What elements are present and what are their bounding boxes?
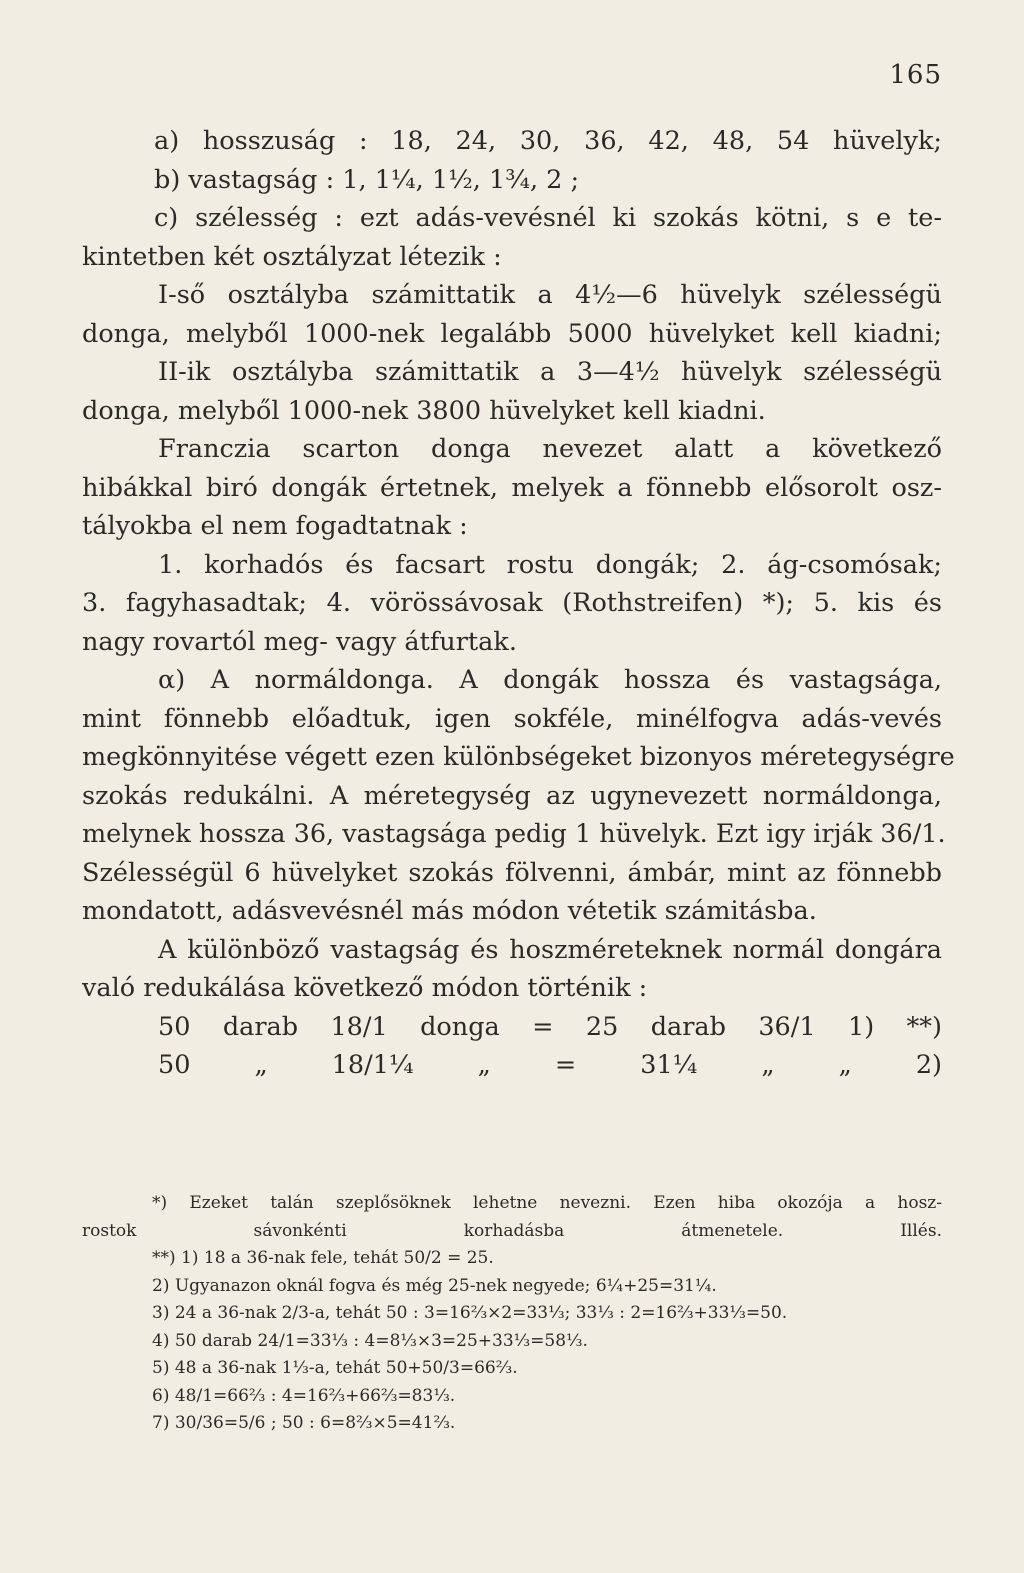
page-number: 165 — [889, 60, 942, 90]
text-line: mint fönnebb előadtuk, igen sokféle, minélfogva adás-vevés — [82, 703, 942, 734]
text-line: való redukálása következő módon történik : — [82, 973, 648, 1003]
text-line: c) szélesség : ezt adás-vevésnél ki szokás kötni, s e te- — [154, 203, 942, 233]
text-line: melynek hossza 36, vastagsága pedig 1 hüvelyk. Ezt igy irják 36/1. — [82, 819, 946, 849]
text-line: A különböző vastagság és hoszméreteknek normál dongára — [158, 934, 942, 965]
footnote-line: **) 1) 18 a 36-nak fele, tehát 50/2 = 25. — [152, 1248, 494, 1268]
text-line: donga, melyből 1000-nek legalább 5000 hüvelyket kell kiadni; — [82, 318, 942, 349]
text-line: 1. korhadós és facsart rostu dongák; 2. ág-csomósak; — [158, 549, 942, 580]
text-line: 50 „ 18/1¼ „ = 31¼ „ „ 2) — [158, 1050, 942, 1080]
footnote-line: rostok sávonkénti korhadásba átmenetele. Illés. — [82, 1220, 942, 1241]
text-line: α) A normáldonga. A dongák hossza és vastagsága, — [158, 665, 942, 695]
footnote-line: 4) 50 darab 24/1=33⅓ : 4=8⅓×3=25+33⅓=58⅓. — [152, 1330, 588, 1351]
text-line: I-ső osztályba számittatik a 4½—6 hüvelyk szélességü — [158, 280, 942, 310]
footnote-line: 6) 48/1=66⅔ : 4=16⅔+66⅔=83⅓. — [152, 1385, 456, 1406]
body-text — [82, 122, 955, 1085]
text-line: II-ik osztályba számittatik a 3—4½ hüvelyk szélességü — [158, 357, 942, 387]
text-line: donga, melyből 1000-nek 3800 hüvelyket kell kiadni. — [82, 395, 766, 426]
footnote-line: 3) 24 a 36-nak 2/3-a, tehát 50 : 3=16⅔×2=33⅓; 33⅓ : 2=16⅔+33⅓=50. — [152, 1303, 788, 1323]
footnote-line: *) Ezeket talán szeplősöknek lehetne nevezni. Ezen hiba okozója a hosz- — [152, 1193, 942, 1213]
text-line: megkönnyitése végett ezen különbségeket bizonyos méretegységre — [82, 742, 955, 772]
text-line: tályokba el nem fogadtatnak : — [82, 511, 468, 541]
text-line: 50 darab 18/1 donga = 25 darab 36/1 1) **) — [158, 1011, 942, 1042]
footnote-line: 2) Ugyanazon oknál fogva és még 25-nek negyede; 6¼+25=31¼. — [152, 1275, 717, 1296]
text-line: mondatott, adásvevésnél más módon vétetik számitásba. — [82, 896, 817, 926]
text-line: a) hosszuság : 18, 24, 30, 36, 42, 48, 54 hüvelyk; — [154, 126, 942, 156]
footnotes — [82, 1190, 942, 1438]
text-line: hibákkal biró dongák értetnek, melyek a fönnebb elősorolt osz- — [82, 472, 942, 503]
footnote-line: 7) 30/36=5/6 ; 50 : 6=8⅔×5=41⅔. — [152, 1413, 456, 1433]
text-line: kintetben két osztályzat létezik : — [82, 241, 502, 272]
text-line: nagy rovartól meg- vagy átfurtak. — [82, 626, 517, 657]
text-line: Szélességül 6 hüvelyket szokás fölvenni, ámbár, mint az fönnebb — [82, 857, 942, 888]
text-line: szokás redukálni. A méretegység az ugynevezett normáldonga, — [82, 780, 942, 811]
text-line: Francziа scarton donga nevezet alatt a következő — [158, 434, 942, 464]
text-line: 3. fagyhasadtak; 4. vörössávosak (Rothstreifen) *); 5. kis és — [82, 588, 942, 618]
text-line: b) vastagság : 1, 1¼, 1½, 1¾, 2 ; — [154, 164, 580, 195]
footnote-line: 5) 48 a 36-nak 1⅓-a, tehát 50+50/3=66⅔. — [152, 1358, 518, 1378]
